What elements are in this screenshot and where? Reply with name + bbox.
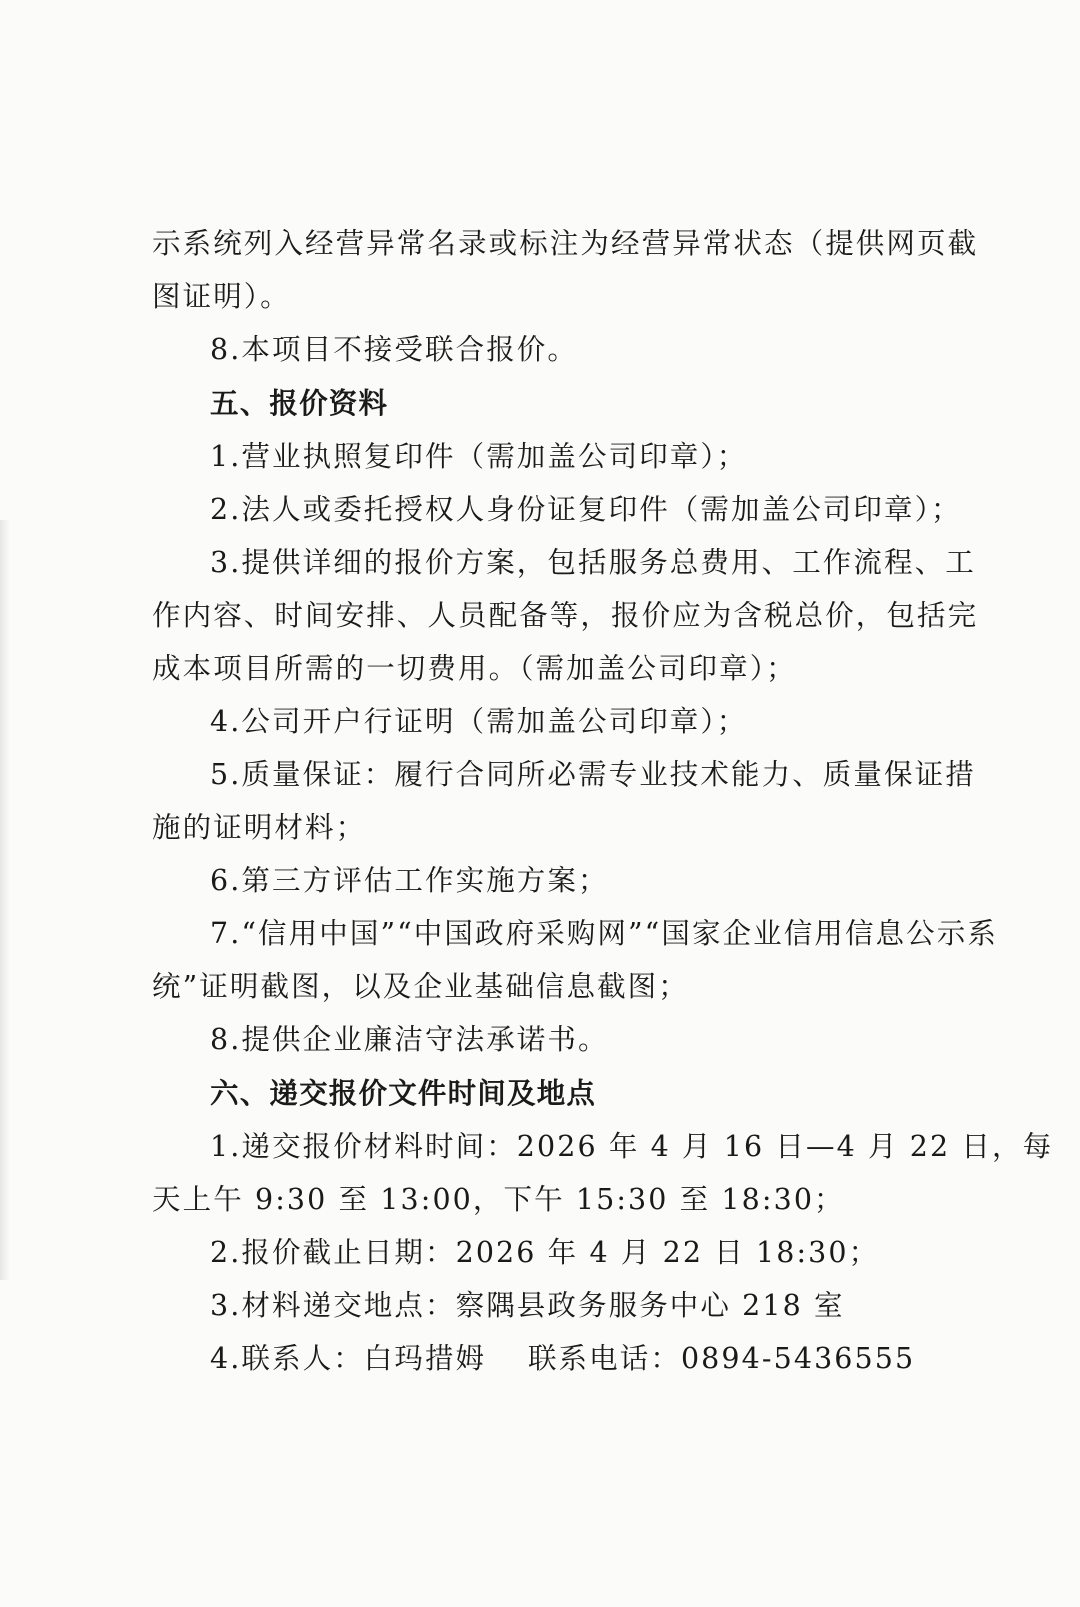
contact-line: 4.联系人：白玛措姆 联系电话：0894-5436555 [210,1342,916,1375]
list-item: 6.第三方评估工作实施方案； [210,864,609,897]
scan-edge-shadow [0,520,10,1280]
paragraph-line: 天上午 9:30 至 13:00，下午 15:30 至 18:30； [152,1183,845,1216]
paragraph-line: 作内容、时间安排、人员配备等，报价应为含税总价，包括完 [152,599,979,632]
list-item: 1.营业执照复印件（需加盖公司印章）； [210,440,748,473]
paragraph-line: 成本项目所需的一切费用。（需加盖公司印章）； [152,652,797,685]
list-item: 3.提供详细的报价方案，包括服务总费用、工作流程、工 [210,546,976,579]
list-item: 2.报价截止日期：2026 年 4 月 22 日 18:30； [210,1236,880,1269]
list-item: 8.提供企业廉洁守法承诺书。 [210,1023,609,1056]
list-item: 5.质量保证：履行合同所必需专业技术能力、质量保证措 [210,758,976,791]
list-item: 2.法人或委托授权人身份证复印件（需加盖公司印章）； [210,493,962,526]
list-item: 4.公司开户行证明（需加盖公司印章）； [210,705,748,738]
list-item: 1.递交报价材料时间：2026 年 4 月 16 日—4 月 22 日，每 [210,1130,1054,1163]
list-item: 3.材料递交地点：察隅县政务服务中心 218 室 [210,1289,845,1322]
section-heading: 五、报价资料 [210,387,389,420]
section-heading: 六、递交报价文件时间及地点 [210,1077,597,1110]
list-item: 7.“信用中国”“中国政府采购网”“国家企业信用信息公示系 [210,917,998,950]
list-item: 8.本项目不接受联合报价。 [210,333,578,366]
paragraph-line: 统”证明截图，以及企业基础信息截图； [152,970,689,1003]
paragraph-line: 示系统列入经营异常名录或标注为经营异常状态（提供网页截 [152,227,979,260]
paragraph-line: 图证明）。 [152,280,291,313]
paragraph-line: 施的证明材料； [152,811,367,844]
